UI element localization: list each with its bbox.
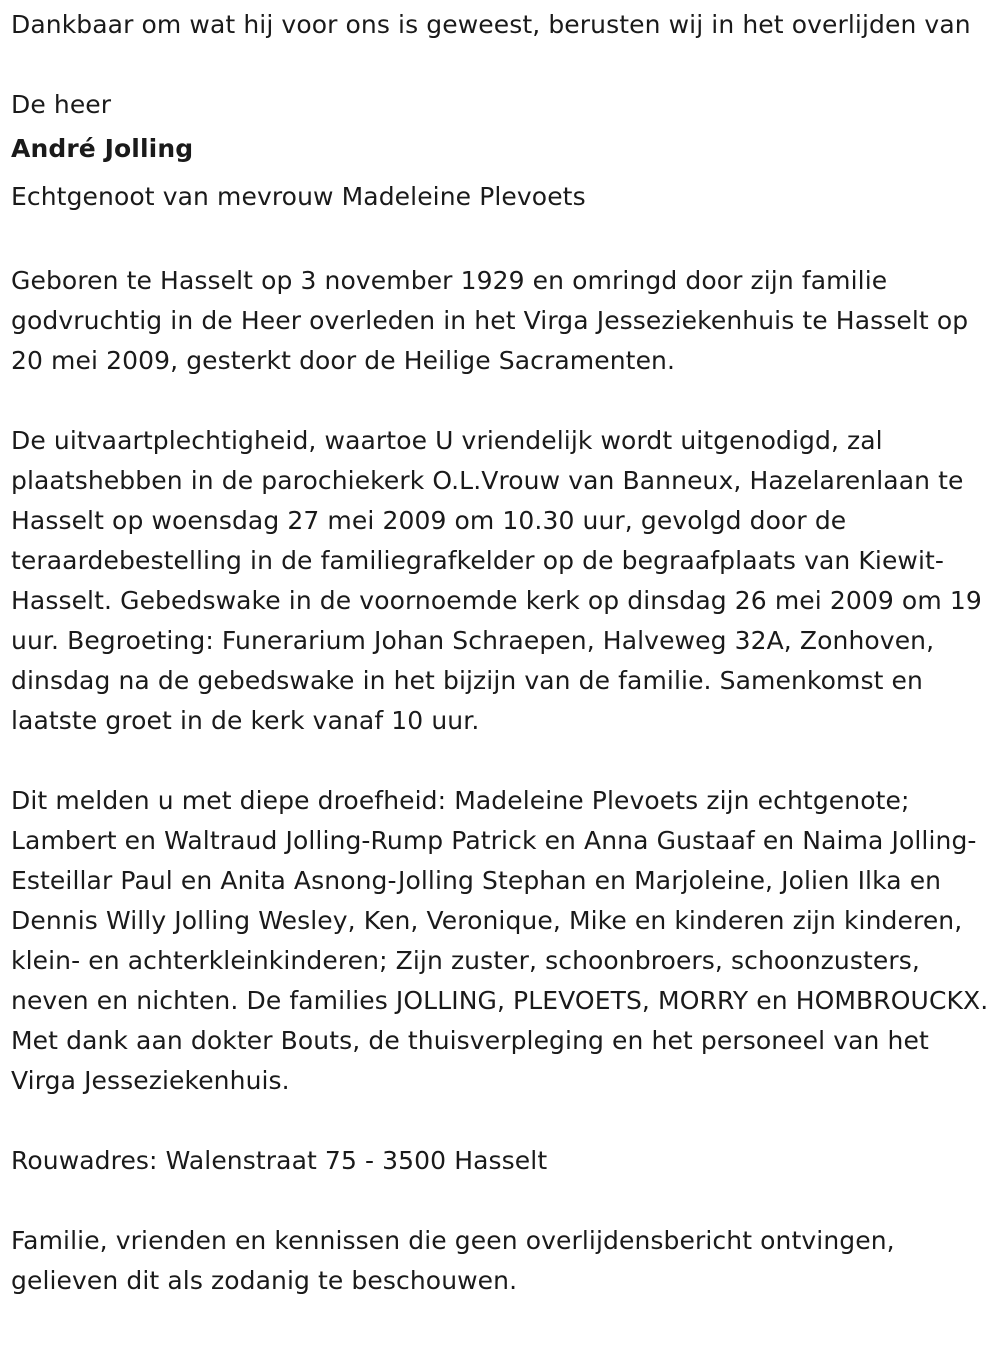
spacer [11,1101,993,1141]
funeral-paragraph: De uitvaartplechtigheid, waartoe U vriendelijk wordt uitgenodigd, zal plaatshebben in de parochiekerk O.L.Vrouw van Banneux, Hazelarenlaan te Hasselt op woensdag 27 mei 2009 om 10.30 uur, gevolgd door de teraardebestelling in de familiegrafkelder op de begraafplaats van Kiewit-Hasselt. Gebedswake in de voornoemde kerk op dinsdag 26 mei 2009 om 19 uur. Begroeting: Funerarium Johan Schraepen, Halveweg 32A, Zonhoven, dinsdag na de gebedswake in het bijzijn van de familie. Samenkomst en laatste groet in de kerk vanaf 10 uur. [11,426,982,735]
spacer [11,45,993,85]
spouse-line: Echtgenoot van mevrouw Madeleine Plevoets [11,182,586,211]
spacer [11,381,993,421]
mourning-address: Rouwadres: Walenstraat 75 - 3500 Hasselt [11,1146,548,1175]
intro-text: Dankbaar om wat hij voor ons is geweest, berusten wij in het overlijden van [11,10,971,39]
birth-death-paragraph: Geboren te Hasselt op 3 november 1929 en omringd door zijn familie godvruchtig in de Heer overleden in het Virga Jesseziekenhuis te Hasselt op 20 mei 2009, gesterkt door de Heilige Sacramenten. [11,266,969,375]
honorific: De heer [11,90,112,119]
spacer [11,741,993,781]
closing-paragraph: Familie, vrienden en kennissen die geen overlijdensbericht ontvingen, gelieven dit als zodanig te beschouwen. [11,1226,895,1295]
obituary-notice [11,5,993,1301]
deceased-name: André Jolling [11,134,194,163]
family-paragraph: Dit melden u met diepe droefheid: Madeleine Plevoets zijn echtgenote; Lambert en Waltraud Jolling-Rump Patrick en Anna Gustaaf en Naima Jolling-Esteillar Paul en Anita Asnong-Jolling Stephan en Marjoleine, Jolien Ilka en Dennis Willy Jolling Wesley, Ken, Veronique, Mike en kinderen zijn kinderen, klein- en achterkleinkinderen; Zijn zuster, schoonbroers, schoonzusters, neven en nichten. De families JOLLING, PLEVOETS, MORRY en HOMBROUCKX. Met dank aan dokter Bouts, de thuisverpleging en het personeel van het Virga Jesseziekenhuis. [11,786,989,1095]
spacer [11,1181,993,1221]
spacer [11,221,993,261]
